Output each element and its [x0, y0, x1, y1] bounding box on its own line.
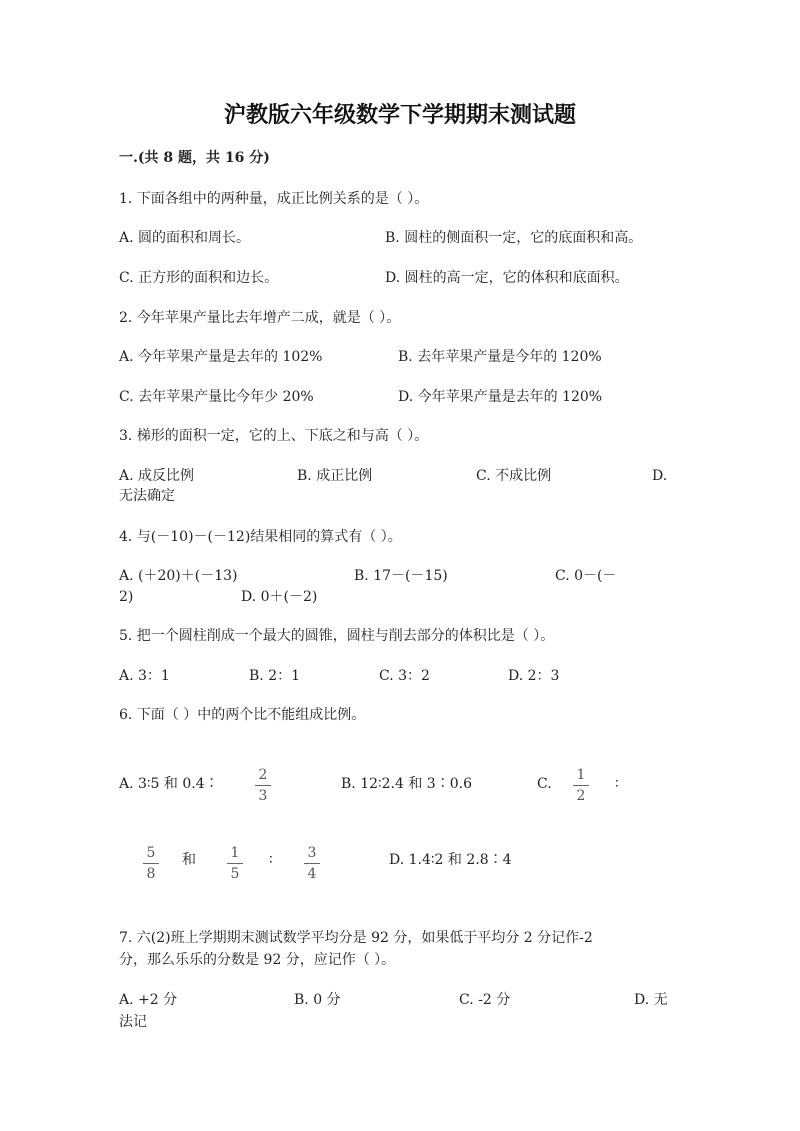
question-1-stem: 1. 下面各组中的两种量，成正比例关系的是（ ）。: [119, 191, 429, 207]
question-6-option-a[interactable]: A. 3∶5 和 0.4∶: [119, 776, 219, 792]
fraction-bar: [227, 863, 243, 864]
question-1-option-b[interactable]: B. 圆柱的侧面积一定，它的底面积和高。: [385, 230, 643, 246]
question-3-option-d[interactable]: D.: [652, 468, 668, 484]
question-7-stem-line-1: 7. 六(2)班上学期期末测试数学平均分是 92 分，如果低于平均分 2 分记作-2: [119, 930, 593, 946]
fraction-5-8: [140, 844, 162, 883]
fraction-denominator: 4: [307, 866, 317, 882]
question-4-option-b[interactable]: B. 17－(－15): [354, 568, 448, 584]
question-7-option-c[interactable]: C. -2 分: [459, 992, 511, 1008]
question-2-option-b[interactable]: B. 去年苹果产量是今年的 120%: [398, 349, 602, 365]
question-5-option-d[interactable]: D. 2：3: [508, 668, 560, 684]
fraction-numerator: 2: [258, 767, 268, 783]
page-title: 沪教版六年级数学下学期期末测试题: [223, 102, 576, 128]
question-6-option-b[interactable]: B. 12∶2.4 和 3∶0.6: [341, 776, 472, 792]
ratio-colon: ∶: [269, 852, 273, 868]
question-3-option-b[interactable]: B. 成正比例: [297, 468, 373, 484]
fraction-bar: [304, 863, 320, 864]
question-3-option-a[interactable]: A. 成反比例: [119, 468, 195, 484]
question-7-option-a[interactable]: A. +2 分: [119, 992, 178, 1008]
question-5-option-a[interactable]: A. 3：1: [119, 668, 170, 684]
fraction-denominator: 5: [230, 866, 240, 882]
question-5-stem: 5. 把一个圆柱削成一个最大的圆锥，圆柱与削去部分的体积比是（ ）。: [119, 628, 555, 644]
question-1-option-a[interactable]: A. 圆的面积和周长。: [119, 230, 251, 246]
question-6-option-c[interactable]: C.: [537, 776, 552, 792]
fraction-numerator: 3: [307, 845, 317, 861]
question-3-option-c[interactable]: C. 不成比例: [476, 468, 552, 484]
question-4-option-d[interactable]: D. 0＋(－2): [241, 589, 318, 605]
question-1-option-d[interactable]: D. 圆柱的高一定，它的体积和底面积。: [385, 270, 629, 286]
question-4-stem: 4. 与(－10)－(－12)结果相同的算式有（ ）。: [119, 529, 402, 545]
question-3-stem: 3. 梯形的面积一定，它的上、下底之和与高（ ）。: [119, 428, 429, 444]
and-word: 和: [182, 852, 196, 868]
fraction-bar: [143, 863, 159, 864]
fraction-denominator: 8: [146, 866, 156, 882]
fraction-3-4: [301, 844, 323, 883]
question-2-stem: 2. 今年苹果产量比去年增产二成，就是（ ）。: [119, 310, 401, 326]
section-heading: 一.(共 8 题，共 16 分): [119, 150, 270, 166]
question-2-option-c[interactable]: C. 去年苹果产量比今年少 20%: [119, 389, 314, 405]
question-6-option-d[interactable]: D. 1.4∶2 和 2.8∶4: [389, 852, 512, 868]
fraction-denominator: 2: [576, 788, 586, 804]
fraction-numerator: 1: [230, 845, 240, 861]
fraction-denominator: 3: [258, 788, 268, 804]
question-3-option-d-text: 无法确定: [119, 488, 175, 504]
fraction-bar: [573, 785, 589, 786]
fraction-bar: [255, 785, 271, 786]
question-1-option-c[interactable]: C. 正方形的面积和边长。: [119, 270, 279, 286]
ratio-colon: ∶: [615, 776, 619, 792]
question-7-stem-line-2: 分，那么乐乐的分数是 92 分，应记作（ ）。: [119, 952, 396, 968]
fraction-1-2: [570, 766, 592, 805]
question-4-option-c-cont: 2): [119, 589, 134, 605]
fraction-numerator: 5: [146, 845, 156, 861]
question-7-option-b[interactable]: B. 0 分: [294, 992, 341, 1008]
question-7-option-d[interactable]: D. 无: [634, 992, 668, 1008]
fraction-numerator: 1: [576, 767, 586, 783]
question-2-option-d[interactable]: D. 今年苹果产量是去年的 120%: [398, 389, 603, 405]
question-5-option-b[interactable]: B. 2：1: [249, 668, 301, 684]
fraction-2-3: [252, 766, 274, 805]
question-2-option-a[interactable]: A. 今年苹果产量是去年的 102%: [119, 349, 323, 365]
question-4-option-c[interactable]: C. 0－(－: [555, 568, 617, 584]
fraction-1-5: [224, 844, 246, 883]
question-7-option-d-cont: 法记: [119, 1014, 147, 1030]
question-6-stem: 6. 下面（ ）中的两个比不能组成比例。: [119, 707, 366, 723]
question-4-option-a[interactable]: A. (＋20)＋(－13): [119, 568, 238, 584]
question-5-option-c[interactable]: C. 3：2: [379, 668, 430, 684]
